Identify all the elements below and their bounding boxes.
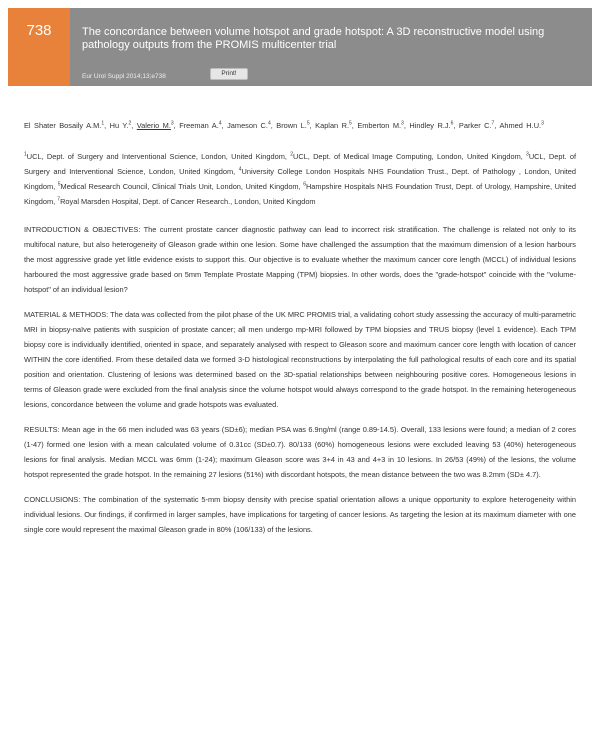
author: Brown L.$^5$, [276, 120, 312, 130]
introduction-section: INTRODUCTION & OBJECTIVES: The current prostate cancer diagnostic pathway can lead to incorrect risk stratification. The challenge is related not only to its multifocal nature, but also heterogeneity of Gleason grade within one lesion. Some have challenged the assumption that the maximum dimension of a lesion harbours the most aggressive grade yet little evidence exists to support this. Our objective is to evaluate whether the maximum cancer core length (MCCL) of individual lesions harboured the most aggressive grade based on 5mm Template Prostate Mapping (TPM) biopsies. In other words, does the "grade-hotspot" coincide with the "volume-hotspot" of an individual lesion? [24, 225, 576, 294]
author: Freeman A.$^4$, [179, 120, 224, 130]
author: Hindley R.J.$^6$, [409, 120, 456, 130]
author: Kaplan R.$^5$, [315, 120, 354, 130]
author: Jameson C.$^4$, [227, 120, 273, 130]
author: Valerio M.$^3$, [136, 120, 176, 130]
affiliation-list: $^1$UCL, Dept. of Surgery and Interventional Science, London, United Kingdom, $^2$UCL, Dept. of Medical Image Computing, London, United Kingdom, $^3$UCL, Dept. of Surgery and Interventional Science, London, United Kingdom, $^4$University College London Hospitals NHS Foundation Trust., Dept. of Pathology , London, United Kingdom, $^5$Medical Research Council, Clinical Trials Unit, London, United Kingdom, $^6$Hampshire Hospitals NHS Foundation Trust, Dept. of Urology, Hampshire, United Kingdom, $^7$Royal Marsden Hospital, Dept. of Cancer Research., London, United Kingdom [24, 151, 577, 206]
citation: Eur Urol Suppl 2014;13;e738 [82, 73, 166, 80]
author: Parker C.$^7$, [458, 120, 497, 130]
abstract-header [8, 8, 592, 86]
author: El Shater Bosaily A.M.$^1$, [24, 120, 107, 130]
author-list [24, 118, 576, 133]
header-bar [70, 8, 592, 86]
author: Hu Y.$^2$, [109, 120, 134, 130]
abstract-body [24, 118, 576, 547]
abstract-title: The concordance between volume hotspot and grade hotspot: A 3D reconstructive model using pathology outputs from the PROMIS multicenter trial [82, 26, 545, 51]
abstract-number: 738 [8, 8, 70, 86]
methods-section: MATERIAL & METHODS: The data was collected from the pilot phase of the UK MRC PROMIS trial, a validating cohort study assessing the accuracy of multi-parametric MRI in biopsy-naïve patients with suspicion of prostate cancer; all men undergo mp-MRI followed by TPM biopsies and TRUS biopsy (level 1 evidence). Each TPM biopsy core is individually identified, oriented in space, and separately analysed with respect to Gleason score and maximum cancer core length with location of cancer WITHIN the core identified. From these detailed data we formed 3-D histological reconstructions by interpolating the full pathological results of each core and its spatial position and orientation. Clustering of lesions was determined based on the 3D-spatial relationships between neighbouring positive cores. Homogeneous lesions in terms of Gleason grade were excluded from the final analysis since the volume hotspot would always correspond to the grade hotspot. In the remaining heterogeneous lesions, concordance between the volume and grade hotspots was evaluated. [24, 310, 576, 409]
author: Ahmed H.U.$^3$ [499, 120, 544, 130]
conclusions-section: CONCLUSIONS: The combination of the systematic 5-mm biopsy density with precise spatial orientation allows a unique opportunity to explore heterogeneity within individual lesions. Our findings, if confirmed in larger samples, have implications for targeting of cancer lesions. As targeting the lesion at its maximum diameter with one single core would represent the maximal Gleason grade in 80% (106/133) of the lesions. [24, 495, 576, 534]
print-button[interactable]: Print! [210, 68, 248, 80]
author: Emberton M.$^3$, [357, 120, 406, 130]
results-section: RESULTS: Mean age in the 66 men included was 63 years (SD±6); median PSA was 6.9ng/ml (range 0.89-14.5). Overall, 133 lesions were found; a median of 2 cores (1-47) formed one lesion with a mean calculated volume of 0.31cc (SD±0.7). 80/133 (60%) homogeneous lesions were excluded leaving 53 (40%) heterogeneous lesions for final analysis. Median MCCL was 6mm (1-24); maximum Gleason score was 3+4 in 43 and 4+3 in 10 lesions. In 26/53 (49%) of the lesions, the volume hotspot represented the grade hotspot. In the remaining 27 lesions (51%) with discordant hotspots, the mean distance between the two was 8.2mm (SD± 4.7). [24, 425, 576, 479]
